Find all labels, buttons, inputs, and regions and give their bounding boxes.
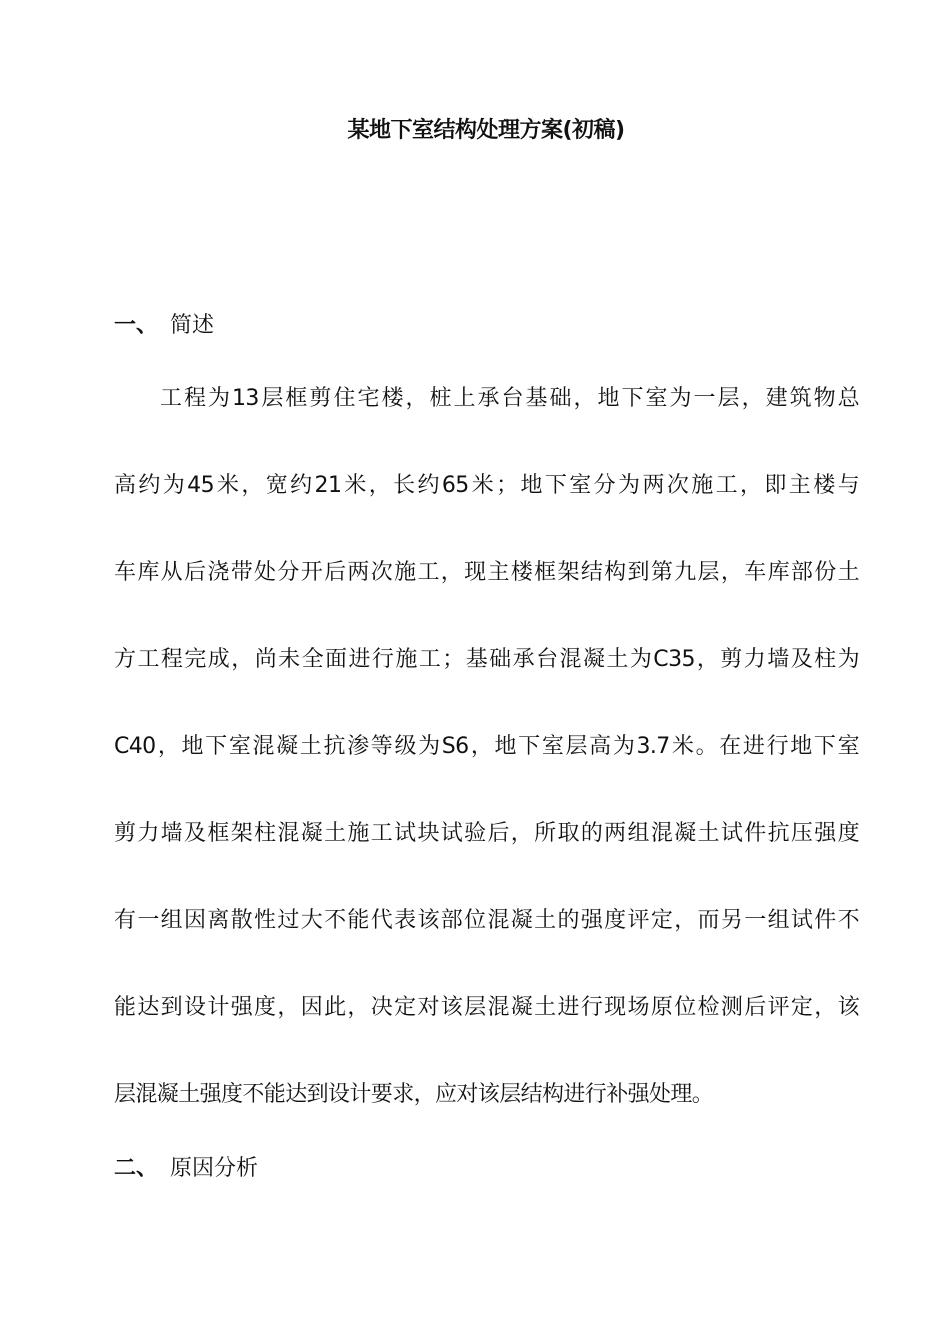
paragraph-line: 有一组因离散性过大不能代表该部位混凝土的强度评定，而另一组试件不: [114, 908, 859, 933]
section-heading-overview: [114, 308, 214, 339]
paragraph-line: 车库从后浇带处分开后两次施工，现主楼框架结构到第九层，车库部份土: [114, 560, 859, 585]
section-heading-cause-analysis: [114, 1151, 258, 1182]
paragraph-line: 方工程完成，尚未全面进行施工；基础承台混凝土为C35，剪力墙及柱为: [114, 647, 859, 672]
paragraph-line: 能达到设计强度，因此，决定对该层混凝土进行现场原位检测后评定，该: [114, 995, 859, 1020]
section-heading-text: 简述: [170, 313, 215, 338]
section-heading-text: 原因分析: [170, 1156, 259, 1181]
paragraph-line: 剪力墙及框架柱混凝土施工试块试验后，所取的两组混凝土试件抗压强度: [114, 821, 859, 846]
document-title: 某地下室结构处理方案(初稿): [347, 118, 625, 143]
paragraph-line: 工程为13层框剪住宅楼，桩上承台基础，地下室为一层，建筑物总: [160, 386, 859, 411]
paragraph-line: 高约为45米，宽约21米，长约65米；地下室分为两次施工，即主楼与: [114, 473, 859, 498]
section-number: 二、: [114, 1156, 159, 1181]
paragraph-line: C40，地下室混凝土抗渗等级为S6，地下室层高为3.7米。在进行地下室: [114, 734, 859, 759]
section-number: 一、: [114, 313, 159, 338]
paragraph-line: 层混凝土强度不能达到设计要求，应对该层结构进行补强处理。: [114, 1082, 714, 1107]
